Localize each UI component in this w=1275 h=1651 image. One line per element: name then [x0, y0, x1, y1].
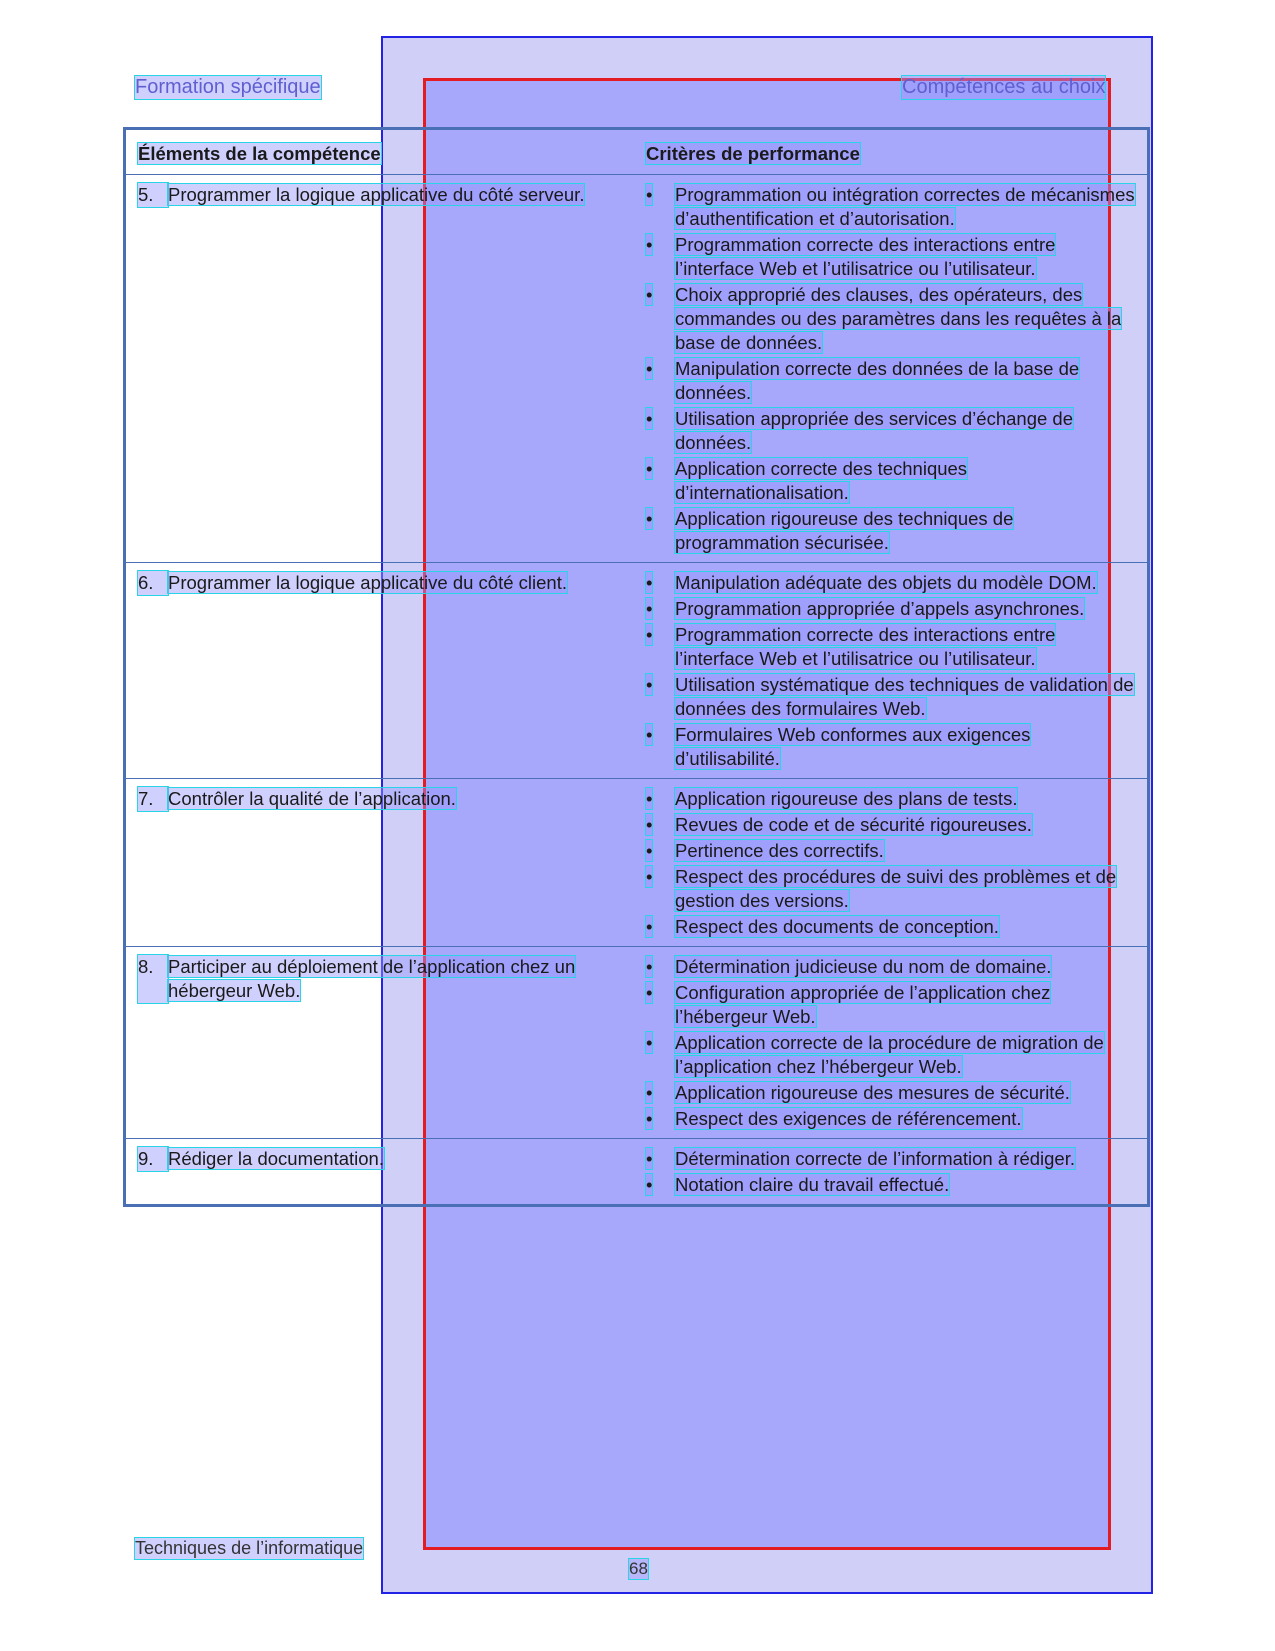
criteria-list [646, 1147, 1137, 1197]
criteria-cell [646, 947, 1149, 1139]
competency-element [138, 1147, 646, 1171]
element-cell [125, 563, 647, 779]
header-criteria: Critères de performance [646, 129, 1149, 175]
criteria-text: Programmation correcte des interactions entre l’interface Web et l’utilisatrice ou l’utilisateur. [675, 624, 1056, 669]
footer-title: Techniques de l’informatique [135, 1538, 364, 1558]
criteria-item [646, 507, 1137, 555]
criteria-item [646, 623, 1137, 671]
running-header-right: Compétences au choix [902, 76, 1106, 98]
table-row [125, 175, 1149, 563]
criteria-text: Application correcte de la procédure de migration de l’application chez l’hébergeur Web. [675, 1032, 1104, 1077]
bullet-icon: • [646, 916, 653, 937]
criteria-item [646, 571, 1137, 595]
criteria-item [646, 597, 1137, 621]
bullet-icon: • [646, 358, 653, 379]
bullet-icon: • [646, 1082, 653, 1103]
bullet-icon: • [646, 1174, 653, 1195]
criteria-item [646, 1173, 1137, 1197]
table-row [125, 1139, 1149, 1206]
bullet-icon: • [646, 866, 653, 887]
element-cell [125, 947, 647, 1139]
criteria-list [646, 571, 1137, 771]
element-number: 9. [138, 1147, 168, 1171]
criteria-text: Application rigoureuse des plans de tests. [675, 788, 1018, 809]
element-text: Contrôler la qualité de l’application. [168, 788, 456, 809]
criteria-text: Formulaires Web conformes aux exigences d’utilisabilité. [675, 724, 1031, 769]
criteria-text: Application rigoureuse des techniques de programmation sécurisée. [675, 508, 1014, 553]
bullet-icon: • [646, 572, 653, 593]
criteria-cell [646, 175, 1149, 563]
criteria-text: Utilisation appropriée des services d’échange de données. [675, 408, 1073, 453]
bullet-icon: • [646, 1108, 653, 1129]
bullet-icon: • [646, 788, 653, 809]
criteria-list [646, 787, 1137, 939]
criteria-text: Respect des procédures de suivi des problèmes et de gestion des versions. [675, 866, 1117, 911]
bullet-icon: • [646, 234, 653, 255]
criteria-item [646, 457, 1137, 505]
element-number: 5. [138, 183, 168, 207]
criteria-text: Notation claire du travail effectué. [675, 1174, 950, 1195]
table-header-row [125, 129, 1149, 175]
criteria-item [646, 283, 1137, 355]
bullet-icon: • [646, 1148, 653, 1169]
competency-element [138, 571, 646, 595]
criteria-text: Pertinence des correctifs. [675, 840, 884, 861]
bullet-icon: • [646, 724, 653, 745]
criteria-text: Respect des documents de conception. [675, 916, 999, 937]
page-number: 68 [629, 1559, 648, 1578]
table-row [125, 947, 1149, 1139]
criteria-text: Détermination judicieuse du nom de domaine. [675, 956, 1052, 977]
criteria-cell [646, 1139, 1149, 1206]
competency-element [138, 787, 646, 811]
criteria-text: Détermination correcte de l’information à rédiger. [675, 1148, 1075, 1169]
bullet-icon: • [646, 982, 653, 1003]
element-text: Rédiger la documentation. [168, 1148, 384, 1169]
criteria-item [646, 357, 1137, 405]
running-header-left: Formation spécifique [135, 76, 321, 98]
element-text: Participer au déploiement de l’application chez un hébergeur Web. [168, 956, 576, 1001]
bullet-icon: • [646, 814, 653, 835]
criteria-item [646, 981, 1137, 1029]
criteria-item [646, 787, 1137, 811]
criteria-list [646, 955, 1137, 1131]
element-text: Programmer la logique applicative du côté client. [168, 572, 567, 593]
element-cell [125, 779, 647, 947]
criteria-item [646, 813, 1137, 837]
criteria-item [646, 955, 1137, 979]
element-text: Programmer la logique applicative du côté serveur. [168, 184, 585, 205]
criteria-text: Configuration appropriée de l’application chez l’hébergeur Web. [675, 982, 1051, 1027]
bullet-icon: • [646, 674, 653, 695]
criteria-text: Revues de code et de sécurité rigoureuses. [675, 814, 1032, 835]
criteria-text: Choix approprié des clauses, des opérateurs, des commandes ou des paramètres dans les requêtes à la base de données. [675, 284, 1122, 353]
bullet-icon: • [646, 624, 653, 645]
criteria-item [646, 723, 1137, 771]
criteria-text: Programmation ou intégration correctes de mécanismes d’authentification et d’autorisation. [675, 184, 1135, 229]
criteria-item [646, 1081, 1137, 1105]
criteria-item [646, 1107, 1137, 1131]
criteria-text: Utilisation systématique des techniques de validation de données des formulaires Web. [675, 674, 1134, 719]
bullet-icon: • [646, 508, 653, 529]
criteria-text: Application correcte des techniques d’internationalisation. [675, 458, 968, 503]
bullet-icon: • [646, 1032, 653, 1053]
bullet-icon: • [646, 598, 653, 619]
bullet-icon: • [646, 184, 653, 205]
criteria-item [646, 673, 1137, 721]
element-cell [125, 1139, 647, 1206]
criteria-text: Manipulation correcte des données de la base de données. [675, 358, 1080, 403]
competency-element [138, 955, 646, 1003]
element-cell [125, 175, 647, 563]
bullet-icon: • [646, 284, 653, 305]
criteria-item [646, 915, 1137, 939]
criteria-item [646, 1147, 1137, 1171]
criteria-item [646, 865, 1137, 913]
competency-table [123, 127, 1150, 1207]
table-body [125, 175, 1149, 1206]
bullet-icon: • [646, 840, 653, 861]
criteria-text: Application rigoureuse des mesures de sécurité. [675, 1082, 1070, 1103]
criteria-text: Manipulation adéquate des objets du modèle DOM. [675, 572, 1097, 593]
criteria-item [646, 233, 1137, 281]
element-number: 6. [138, 571, 168, 595]
competency-element [138, 183, 646, 207]
criteria-list [646, 183, 1137, 555]
criteria-text: Respect des exigences de référencement. [675, 1108, 1022, 1129]
bullet-icon: • [646, 956, 653, 977]
criteria-item [646, 407, 1137, 455]
criteria-cell [646, 563, 1149, 779]
criteria-text: Programmation appropriée d’appels asynchrones. [675, 598, 1085, 619]
bullet-icon: • [646, 458, 653, 479]
criteria-item [646, 1031, 1137, 1079]
table-row [125, 779, 1149, 947]
criteria-cell [646, 779, 1149, 947]
criteria-text: Programmation correcte des interactions entre l’interface Web et l’utilisatrice ou l’utilisateur. [675, 234, 1056, 279]
element-number: 7. [138, 787, 168, 811]
header-elements: Éléments de la compétence [125, 129, 647, 175]
bullet-icon: • [646, 408, 653, 429]
element-number: 8. [138, 955, 168, 1003]
table-row [125, 563, 1149, 779]
criteria-item [646, 839, 1137, 863]
criteria-item [646, 183, 1137, 231]
